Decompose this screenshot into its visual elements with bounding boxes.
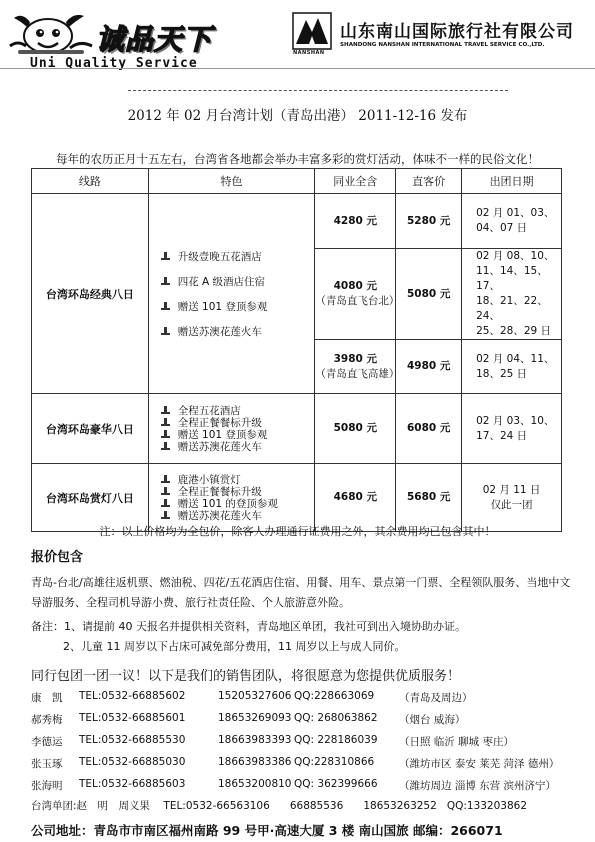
route-name: 台湾环岛豪华八日 <box>32 394 149 464</box>
direct-price: 5680 元 <box>396 464 462 532</box>
pin-icon <box>161 475 170 484</box>
intro-text: 每年的农历正月十五左右，台湾省各地都会举办丰富多彩的赏灯活动，体味不一样的民俗文化！ <box>56 152 539 166</box>
company-address: 公司地址：青岛市市南区福州南路 99 号甲·高速大厦 3 楼 南山国旅 邮编：266071 <box>31 823 503 838</box>
direct-price: 6080 元 <box>396 394 462 464</box>
contact-area: （潍坊周边 淄博 东营 滨州济宁） <box>399 780 557 792</box>
feature-item: 赠送苏澳花莲火车 <box>161 319 315 344</box>
contact-mobile: 15205327606 <box>218 690 292 702</box>
feature-item: 鹿港小镇赏灯 <box>161 474 315 486</box>
feature-item: 赠送苏澳花莲火车 <box>161 441 315 453</box>
company-name: 山东南山国际旅行社有限公司 <box>340 22 574 42</box>
brand-logo <box>8 10 258 70</box>
route-name: 台湾环岛赏灯八日 <box>32 464 149 532</box>
hq-mobile: 18653263252 <box>363 800 437 812</box>
hq-tel: TEL:0532-66563106 <box>163 800 270 812</box>
contact-tel: TEL:0532-66885602 <box>79 690 186 702</box>
dashed-divider <box>128 90 508 91</box>
header-features: 特色 <box>148 169 315 194</box>
peer-price: 5080 元 <box>315 394 396 464</box>
pin-icon <box>161 252 170 261</box>
taiwan-group-contact <box>31 798 527 813</box>
price-note: 注：以上价格均为全包价，除客人办理通行证费用之外，其余费用均已包含其中！ <box>99 525 496 538</box>
contact-name: 康 凯 <box>31 692 63 704</box>
table-header-row <box>32 169 562 194</box>
pin-icon <box>161 277 170 286</box>
feature-list <box>148 394 315 464</box>
contact-tel: TEL:0532-66885030 <box>79 756 186 768</box>
departure-dates: 02 月 01、03、 04、07 日 <box>462 194 562 249</box>
feature-list <box>148 194 315 394</box>
pin-icon <box>161 406 170 415</box>
feature-item: 赠送 101 登顶参观 <box>161 294 315 319</box>
pin-icon <box>161 511 170 520</box>
feature-item: 四花 A 级酒店住宿 <box>161 269 315 294</box>
header-direct-price: 直客价 <box>396 169 462 194</box>
contact-area: （青岛及周边） <box>399 692 473 704</box>
contact-name: 张玉琢 <box>31 758 63 770</box>
sales-tagline: 同行包团一团一议！以下是我们的销售团队，将很愿意为您提供优质服务！ <box>31 669 461 684</box>
company-name-en: SHANDONG NANSHAN INTERNATIONAL TRAVEL SERVICE CO.,LTD. <box>340 42 545 48</box>
contact-name: 张海明 <box>31 780 63 792</box>
contact-qq: QQ:228663069 <box>294 690 375 702</box>
contact-qq: QQ: 362399666 <box>294 778 378 790</box>
route-name: 台湾环岛经典八日 <box>32 194 149 394</box>
price-table <box>31 168 562 532</box>
peer-price: 3980 元 （青岛直飞高雄） <box>315 340 396 394</box>
direct-price: 5280 元 <box>396 194 462 249</box>
nanshan-emblem-icon <box>292 12 332 50</box>
pin-icon <box>161 302 170 311</box>
emblem-tag: NANSHAN <box>293 50 325 56</box>
table-row <box>32 394 562 464</box>
header-peer-price: 同业全含 <box>315 169 396 194</box>
pin-icon <box>161 430 170 439</box>
pin-icon <box>161 487 170 496</box>
contact-qq: QQ:228310866 <box>294 756 375 768</box>
feature-list <box>148 464 315 532</box>
hq-qq: QQ:133203862 <box>446 800 528 812</box>
contact-mobile: 18663983393 <box>218 734 292 746</box>
feature-item: 赠送 101 的登顶参观 <box>161 498 315 510</box>
feature-item: 全程正餐餐标升级 <box>161 417 315 429</box>
contact-area: （烟台 威海） <box>399 714 466 726</box>
feature-item: 赠送苏澳花莲火车 <box>161 510 315 522</box>
departure-dates: 02 月 08、10、 11、14、15、17、 18、21、22、24、 25、28、29 日 <box>462 249 562 340</box>
company-brand <box>292 12 592 62</box>
direct-price: 4980 元 <box>396 340 462 394</box>
departure-dates: 02 月 03、10、 17、24 日 <box>462 394 562 464</box>
contact-mobile: 18663983386 <box>218 756 292 768</box>
contact-tel: TEL:0532-66885603 <box>79 778 186 790</box>
contact-name: 郝秀梅 <box>31 714 63 726</box>
table-row <box>32 464 562 532</box>
includes-text: 青岛-台北/高雄往返机票、燃油税、四花/五花酒店住宿、用餐、用车、景点第一门票、全程领队服务、当地中文导游服务、全程司机导游小费、旅行社责任险、个人旅游意外险。 <box>31 576 571 609</box>
pin-icon <box>161 418 170 427</box>
section-title: 报价包含 <box>31 550 84 565</box>
pin-icon <box>161 499 170 508</box>
contact-area: （潍坊市区 泰安 莱芜 菏泽 德州） <box>399 758 560 770</box>
contact-qq: QQ: 228186039 <box>294 734 378 746</box>
contact-tel: TEL:0532-66885530 <box>79 734 186 746</box>
hq-label: 台湾单团:赵 明 周义果 <box>31 800 151 812</box>
feature-item: 全程五花酒店 <box>161 405 315 417</box>
feature-item: 全程正餐餐标升级 <box>161 486 315 498</box>
mascot-icon <box>8 10 96 58</box>
direct-price: 5080 元 <box>396 249 462 340</box>
brand-slogan: Uni Quality Service <box>30 56 198 71</box>
header-dates: 出团日期 <box>462 169 562 194</box>
departure-dates: 02 月 04、11、 18、25 日 <box>462 340 562 394</box>
peer-price: 4680 元 <box>315 464 396 532</box>
remark-2: 2、儿童 11 周岁以下占床可减免部分费用，11 周岁以上与成人同价。 <box>63 640 406 653</box>
feature-item: 赠送 101 登顶参观 <box>161 429 315 441</box>
contact-mobile: 18653200810 <box>218 778 292 790</box>
contact-mobile: 18653269093 <box>218 712 292 724</box>
contact-area: （日照 临沂 聊城 枣庄） <box>399 736 515 748</box>
pin-icon <box>161 442 170 451</box>
header-route: 线路 <box>32 169 149 194</box>
table-row <box>32 194 562 249</box>
doc-title: 2012 年 02 月台湾计划（青岛出港） 2011-12-16 发布 <box>127 108 468 124</box>
feature-item: 升级壹晚五花酒店 <box>161 244 315 269</box>
departure-dates: 02 月 11 日 仅此一团 <box>462 464 562 532</box>
contact-tel: TEL:0532-66885601 <box>79 712 186 724</box>
remark-1: 备注：1、请提前 40 天报名并提供相关资料，青岛地区单团，我社可到出入境协助办证。 <box>31 620 466 633</box>
header-divider <box>0 68 595 69</box>
pin-icon <box>161 327 170 336</box>
brand-name: 诚品天下 <box>96 23 213 56</box>
contact-qq: QQ: 268063862 <box>294 712 378 724</box>
hq-phone2: 66885536 <box>289 800 344 812</box>
peer-price: 4280 元 <box>315 194 396 249</box>
contact-name: 李德运 <box>31 736 63 748</box>
peer-price: 4080 元 （青岛直飞台北） <box>315 249 396 340</box>
